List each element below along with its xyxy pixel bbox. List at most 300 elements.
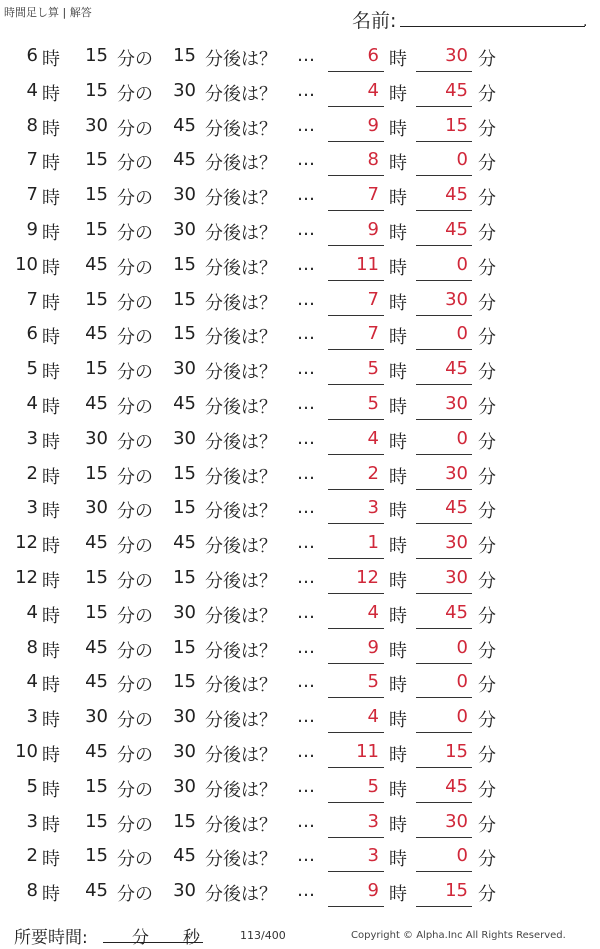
answer-hour-unit: 時 [389,362,407,384]
problem-row [0,597,600,632]
answer-minute-unit: 分 [478,49,496,70]
hour-unit: 時 [42,884,60,906]
problem-row [0,492,600,527]
added-minutes: 30 [173,706,196,728]
of-minute-unit: 分の [117,327,153,349]
answer-minute: 45 [445,184,468,206]
hour-unit: 時 [42,222,60,244]
answer-hour: 9 [367,218,379,240]
problem-minute: 45 [85,636,108,658]
ellipsis: … [297,149,315,171]
answer-minute: 30 [445,45,468,66]
name-label: 名前: [352,10,397,32]
of-minute-unit: 分の [117,675,153,697]
hour-unit: 時 [42,292,60,314]
answer-hour-unit: 時 [389,83,407,105]
answer-hour-line [328,454,384,455]
problem-row [0,144,600,179]
added-minutes: 15 [173,253,196,275]
added-minutes: 15 [173,288,196,310]
answer-minute-unit: 分 [478,605,496,627]
answer-hour: 4 [367,79,379,101]
question-text: 分後は？ [205,327,277,349]
answer-minute-unit: 分 [478,536,496,558]
answer-hour-line [328,315,384,316]
problem-minute: 15 [85,358,108,380]
problem-hour: 9 [26,218,38,240]
of-minute-unit: 分の [117,884,153,906]
answer-minute: 30 [445,810,468,832]
of-minute-unit: 分の [117,640,153,662]
answer-hour-line [328,837,384,838]
answer-hour: 7 [367,323,379,345]
answer-hour: 5 [367,392,379,414]
problem-minute: 15 [85,45,108,66]
problem-minute: 45 [85,532,108,554]
answer-minute: 0 [456,706,468,728]
problem-hour: 3 [26,427,38,449]
answer-hour-line [328,280,384,281]
of-minute-unit: 分の [117,362,153,384]
ellipsis: … [297,462,315,484]
answer-hour: 9 [367,880,379,902]
answer-minute-unit: 分 [478,118,496,140]
answer-minute-unit: 分 [478,884,496,906]
problem-hour: 3 [26,706,38,728]
problem-row [0,110,600,145]
hour-unit: 時 [42,83,60,105]
question-text: 分後は？ [205,605,277,627]
ellipsis: … [297,566,315,588]
problem-hour: 8 [26,114,38,136]
problem-hour: 4 [26,671,38,693]
answer-hour-line [328,871,384,872]
hour-unit: 時 [42,188,60,210]
ellipsis: … [297,184,315,206]
hour-unit: 時 [42,570,60,592]
time-second-unit: 秒 [183,928,200,948]
answer-minute: 30 [445,566,468,588]
hour-unit: 時 [42,153,60,175]
problem-hour: 3 [26,497,38,519]
answer-hour-unit: 時 [389,431,407,453]
answer-hour-line [328,906,384,907]
hour-unit: 時 [42,257,60,279]
problem-row [0,771,600,806]
answer-hour-line [328,732,384,733]
of-minute-unit: 分の [117,570,153,592]
answer-hour-unit: 時 [389,675,407,697]
of-minute-unit: 分の [117,431,153,453]
added-minutes: 30 [173,184,196,206]
answer-minute-line [416,315,472,316]
answer-minute-line [416,280,472,281]
question-text: 分後は？ [205,153,277,175]
problem-row [0,632,600,667]
problem-minute: 30 [85,427,108,449]
problem-hour: 4 [26,79,38,101]
answer-hour-line [328,384,384,385]
answer-minute: 0 [456,636,468,658]
answer-minute-unit: 分 [478,257,496,279]
answer-minute: 30 [445,532,468,554]
problem-hour: 2 [26,845,38,867]
added-minutes: 15 [173,323,196,345]
of-minute-unit: 分の [117,292,153,314]
answer-hour-line [328,558,384,559]
question-text: 分後は？ [205,49,277,70]
name-end-mark: . [583,14,588,30]
of-minute-unit: 分の [117,501,153,523]
answer-minute: 15 [445,114,468,136]
question-text: 分後は？ [205,118,277,140]
name-field[interactable] [400,26,585,27]
answer-hour: 11 [356,253,379,275]
answer-hour-line [328,767,384,768]
answer-minute: 15 [445,740,468,762]
hour-unit: 時 [42,327,60,349]
answer-hour: 3 [367,497,379,519]
added-minutes: 30 [173,601,196,623]
of-minute-unit: 分の [117,849,153,871]
hour-unit: 時 [42,744,60,766]
problem-hour: 6 [26,323,38,345]
problem-row [0,840,600,875]
hour-unit: 時 [42,466,60,488]
ellipsis: … [297,253,315,275]
answer-hour-line [328,349,384,350]
problem-minute: 30 [85,497,108,519]
problem-minute: 15 [85,845,108,867]
hour-unit: 時 [42,118,60,140]
answer-minute-unit: 分 [478,640,496,662]
of-minute-unit: 分の [117,188,153,210]
problem-minute: 15 [85,288,108,310]
answer-minute: 45 [445,218,468,240]
answer-hour: 2 [367,462,379,484]
answer-hour: 5 [367,775,379,797]
answer-hour-unit: 時 [389,153,407,175]
answer-hour-line [328,175,384,176]
answer-hour: 7 [367,288,379,310]
question-text: 分後は？ [205,744,277,766]
problem-hour: 7 [26,288,38,310]
question-text: 分後は？ [205,396,277,418]
answer-minute: 0 [456,427,468,449]
answer-hour-line [328,802,384,803]
problem-row [0,214,600,249]
ellipsis: … [297,706,315,728]
ellipsis: … [297,775,315,797]
answer-hour: 5 [367,358,379,380]
hour-unit: 時 [42,431,60,453]
of-minute-unit: 分の [117,153,153,175]
answer-hour-line [328,210,384,211]
answer-hour: 4 [367,601,379,623]
answer-hour-unit: 時 [389,605,407,627]
added-minutes: 30 [173,880,196,902]
problem-row [0,875,600,910]
problem-minute: 45 [85,671,108,693]
answer-minute-unit: 分 [478,570,496,592]
problem-minute: 30 [85,706,108,728]
answer-hour-unit: 時 [389,814,407,836]
answer-hour-unit: 時 [389,884,407,906]
copyright-notice: Copyright © Alpha.Inc All Rights Reserved. [351,930,566,941]
question-text: 分後は？ [205,536,277,558]
hour-unit: 時 [42,536,60,558]
answer-minute-unit: 分 [478,675,496,697]
answer-minute-line [416,489,472,490]
problem-minute: 15 [85,775,108,797]
answer-minute: 45 [445,358,468,380]
answer-minute-line [416,419,472,420]
added-minutes: 15 [173,45,196,66]
answer-minute-line [416,628,472,629]
problem-list [0,40,600,910]
answer-minute-unit: 分 [478,710,496,732]
answer-hour: 11 [356,740,379,762]
answer-minute: 45 [445,601,468,623]
answer-minute-line [416,802,472,803]
answer-minute: 15 [445,880,468,902]
answer-minute-line [416,837,472,838]
hour-unit: 時 [42,501,60,523]
answer-minute-unit: 分 [478,188,496,210]
of-minute-unit: 分の [117,222,153,244]
answer-minute-unit: 分 [478,222,496,244]
problem-hour: 4 [26,392,38,414]
question-text: 分後は？ [205,570,277,592]
answer-hour-unit: 時 [389,536,407,558]
ellipsis: … [297,323,315,345]
added-minutes: 45 [173,149,196,171]
answer-minute-line [416,175,472,176]
answer-hour-unit: 時 [389,501,407,523]
of-minute-unit: 分の [117,396,153,418]
problem-row [0,701,600,736]
problem-row [0,736,600,771]
answer-minute: 30 [445,392,468,414]
problem-row [0,179,600,214]
answer-minute: 0 [456,253,468,275]
answer-hour-unit: 時 [389,640,407,662]
answer-hour: 6 [367,45,379,66]
problem-row [0,318,600,353]
question-text: 分後は？ [205,222,277,244]
problem-minute: 15 [85,810,108,832]
ellipsis: … [297,392,315,414]
question-text: 分後は？ [205,675,277,697]
added-minutes: 30 [173,740,196,762]
answer-minute-unit: 分 [478,153,496,175]
problem-hour: 10 [15,253,38,275]
problem-minute: 45 [85,392,108,414]
added-minutes: 15 [173,462,196,484]
ellipsis: … [297,79,315,101]
answer-minute-line [416,245,472,246]
ellipsis: … [297,288,315,310]
answer-minute-line [416,697,472,698]
question-text: 分後は？ [205,292,277,314]
added-minutes: 45 [173,532,196,554]
answer-minute-line [416,906,472,907]
added-minutes: 15 [173,566,196,588]
answer-hour-line [328,523,384,524]
of-minute-unit: 分の [117,814,153,836]
problem-row [0,806,600,841]
problem-row [0,388,600,423]
problem-row [0,666,600,701]
answer-minute-unit: 分 [478,814,496,836]
answer-minute: 45 [445,775,468,797]
problem-minute: 15 [85,218,108,240]
answer-minute-line [416,106,472,107]
answer-hour-line [328,141,384,142]
answer-minute: 0 [456,323,468,345]
answer-minute: 0 [456,671,468,693]
of-minute-unit: 分の [117,257,153,279]
answer-hour-unit: 時 [389,222,407,244]
answer-hour-unit: 時 [389,744,407,766]
page-number: 113/400 [240,929,286,942]
ellipsis: … [297,845,315,867]
problem-row [0,75,600,110]
ellipsis: … [297,497,315,519]
answer-minute-line [416,732,472,733]
added-minutes: 30 [173,358,196,380]
problem-row [0,249,600,284]
answer-hour-unit: 時 [389,570,407,592]
ellipsis: … [297,532,315,554]
added-minutes: 45 [173,392,196,414]
of-minute-unit: 分の [117,605,153,627]
problem-hour: 5 [26,358,38,380]
answer-minute: 30 [445,462,468,484]
problem-minute: 45 [85,880,108,902]
question-text: 分後は？ [205,257,277,279]
answer-hour: 4 [367,706,379,728]
problem-hour: 8 [26,880,38,902]
answer-minute-line [416,767,472,768]
answer-hour: 3 [367,845,379,867]
problem-minute: 15 [85,79,108,101]
problem-minute: 45 [85,323,108,345]
of-minute-unit: 分の [117,466,153,488]
time-required-label: 所要時間: [14,928,88,948]
problem-hour: 3 [26,810,38,832]
answer-hour-line [328,71,384,72]
answer-hour: 1 [367,532,379,554]
hour-unit: 時 [42,675,60,697]
answer-hour-unit: 時 [389,396,407,418]
problem-row [0,40,600,75]
hour-unit: 時 [42,362,60,384]
problem-minute: 15 [85,149,108,171]
question-text: 分後は？ [205,501,277,523]
answer-hour: 5 [367,671,379,693]
problem-hour: 10 [15,740,38,762]
time-minute-unit: 分 [132,928,149,948]
answer-minute-line [416,871,472,872]
answer-hour-unit: 時 [389,257,407,279]
answer-hour: 8 [367,149,379,171]
answer-minute-unit: 分 [478,83,496,105]
hour-unit: 時 [42,396,60,418]
problem-hour: 12 [15,566,38,588]
answer-hour-unit: 時 [389,849,407,871]
problem-row [0,284,600,319]
question-text: 分後は？ [205,362,277,384]
added-minutes: 15 [173,497,196,519]
answer-minute-line [416,71,472,72]
answer-minute-unit: 分 [478,779,496,801]
added-minutes: 45 [173,845,196,867]
answer-minute-unit: 分 [478,466,496,488]
problem-hour: 4 [26,601,38,623]
question-text: 分後は？ [205,814,277,836]
answer-minute: 45 [445,497,468,519]
problem-row [0,527,600,562]
ellipsis: … [297,671,315,693]
answer-hour-line [328,663,384,664]
answer-minute-line [416,663,472,664]
added-minutes: 15 [173,671,196,693]
answer-hour-line [328,106,384,107]
question-text: 分後は？ [205,779,277,801]
hour-unit: 時 [42,49,60,70]
question-text: 分後は？ [205,710,277,732]
answer-hour-unit: 時 [389,466,407,488]
hour-unit: 時 [42,779,60,801]
problem-minute: 15 [85,184,108,206]
answer-hour-line [328,697,384,698]
answer-hour-line [328,489,384,490]
hour-unit: 時 [42,640,60,662]
of-minute-unit: 分の [117,118,153,140]
problem-minute: 45 [85,740,108,762]
answer-minute: 45 [445,79,468,101]
problem-minute: 15 [85,601,108,623]
added-minutes: 30 [173,218,196,240]
answer-minute-unit: 分 [478,849,496,871]
problem-row [0,458,600,493]
answer-hour: 7 [367,184,379,206]
problem-row [0,562,600,597]
question-text: 分後は？ [205,466,277,488]
answer-minute-unit: 分 [478,431,496,453]
ellipsis: … [297,358,315,380]
hour-unit: 時 [42,849,60,871]
problem-hour: 2 [26,462,38,484]
question-text: 分後は？ [205,849,277,871]
answer-hour: 3 [367,810,379,832]
worksheet-title: 時間足し算 | 解答 [4,6,92,19]
answer-hour-unit: 時 [389,710,407,732]
question-text: 分後は？ [205,188,277,210]
ellipsis: … [297,636,315,658]
ellipsis: … [297,114,315,136]
problem-row [0,353,600,388]
added-minutes: 30 [173,775,196,797]
problem-minute: 30 [85,114,108,136]
of-minute-unit: 分の [117,744,153,766]
question-text: 分後は？ [205,431,277,453]
problem-hour: 12 [15,532,38,554]
of-minute-unit: 分の [117,83,153,105]
problem-hour: 5 [26,775,38,797]
problem-hour: 6 [26,45,38,66]
